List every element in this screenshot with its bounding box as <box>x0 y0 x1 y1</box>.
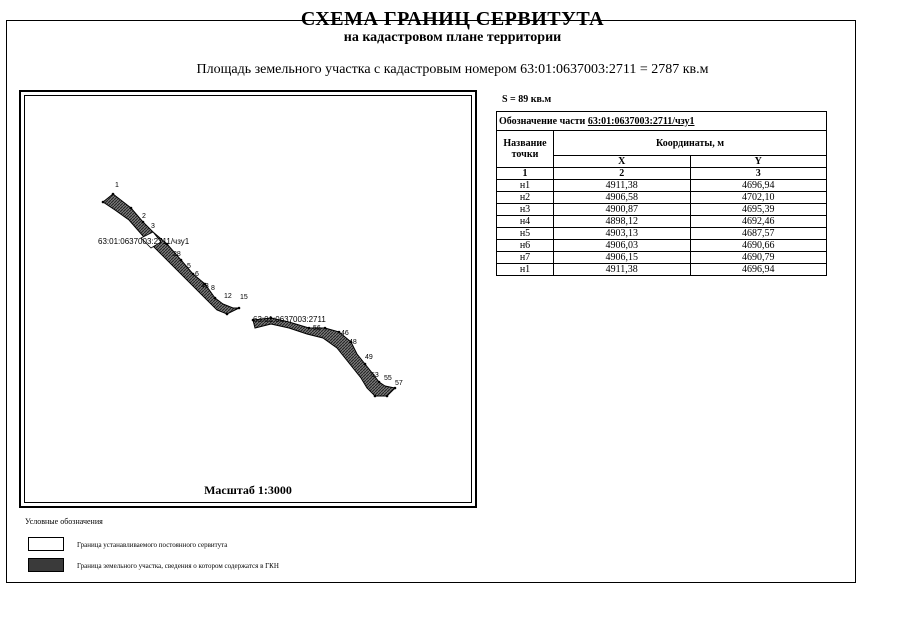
legend-swatch-parcel <box>28 558 64 572</box>
col-coordinates: Координаты, м <box>554 131 827 156</box>
cell-x: 4898,12 <box>554 216 691 228</box>
cadastral-map <box>21 92 475 506</box>
cell-x: 4903,13 <box>554 228 691 240</box>
cell-name: н3 <box>497 204 554 216</box>
cell-name: н1 <box>497 264 554 276</box>
map-panel <box>19 90 477 508</box>
parcel-strip-upper <box>103 194 239 314</box>
point-labels <box>115 182 403 387</box>
col-number: 3 <box>690 168 827 180</box>
table-row <box>497 180 827 192</box>
map-scale: Масштаб 1:3000 <box>204 483 292 497</box>
cell-y: 4696,94 <box>690 180 827 192</box>
part-designation <box>497 112 827 131</box>
page-title: СХЕМА ГРАНИЦ СЕРВИТУТА <box>300 8 605 30</box>
point-label: 12 <box>224 293 232 300</box>
page-subtitle: на кадастровом плане территории <box>343 30 562 45</box>
point-label: 57 <box>395 380 403 387</box>
cell-y: 4690,66 <box>690 240 827 252</box>
point-label: 6 <box>195 271 199 278</box>
cell-y: 4687,57 <box>690 228 827 240</box>
cell-y: 4702,10 <box>690 192 827 204</box>
legend-text-servitude: Граница устанавливаемого постоянного сервитута <box>77 541 228 549</box>
cell-name: н4 <box>497 216 554 228</box>
col-point-name: Название точки <box>497 131 554 168</box>
legend-swatch-servitude <box>28 537 64 551</box>
cell-x: 4906,15 <box>554 252 691 264</box>
col-number: 1 <box>497 168 554 180</box>
col-x: X <box>554 156 691 168</box>
point-label: 53 <box>371 372 379 379</box>
part-label-prefix: Обозначение части <box>499 115 588 127</box>
point-label: 28 <box>173 251 181 258</box>
point-label: 2 <box>142 213 146 220</box>
cell-name: н7 <box>497 252 554 264</box>
point-label: 48 <box>349 339 357 346</box>
servitude-area: S = 89 кв.м <box>502 94 552 105</box>
cell-x: 4906,03 <box>554 240 691 252</box>
table-row <box>497 228 827 240</box>
legend-text-parcel: Граница земельного участка, сведения о котором содержатся в ГКН <box>77 562 279 570</box>
table-row <box>497 252 827 264</box>
parcel-label: 63:01:0637003:2711/чзу1 <box>98 237 190 246</box>
point-label: 56 <box>313 325 321 332</box>
parcel2-label: 63:01:0637003:2711 <box>253 315 326 324</box>
cell-name: н1 <box>497 180 554 192</box>
point-label: 43 <box>201 283 209 290</box>
coordinates-table <box>496 111 827 276</box>
parcel-strip-lower <box>253 318 395 396</box>
cell-name: н2 <box>497 192 554 204</box>
table-row <box>497 204 827 216</box>
cell-x: 4911,38 <box>554 180 691 192</box>
point-label: 49 <box>365 354 373 361</box>
table-row <box>497 264 827 276</box>
table-row <box>497 240 827 252</box>
point-label: 5 <box>187 263 191 270</box>
cell-x: 4900,87 <box>554 204 691 216</box>
cell-x: 4906,58 <box>554 192 691 204</box>
cell-y: 4692,46 <box>690 216 827 228</box>
point-label: 3 <box>151 223 155 230</box>
table-row <box>497 216 827 228</box>
col-y: Y <box>690 156 827 168</box>
point-label: 8 <box>211 285 215 292</box>
cell-y: 4690,79 <box>690 252 827 264</box>
point-label: 1 <box>115 182 119 189</box>
point-label: 15 <box>240 294 248 301</box>
col-number: 2 <box>554 168 691 180</box>
part-id: 63:01:0637003:2711/чзу1 <box>587 115 695 127</box>
cell-y: 4695,39 <box>690 204 827 216</box>
point-label: 46 <box>341 330 349 337</box>
area-line: Площадь земельного участка с кадастровым номером 63:01:0637003:2711 = 2787 кв.м <box>196 62 709 77</box>
cell-name: н6 <box>497 240 554 252</box>
table-row <box>497 192 827 204</box>
legend-title: Условные обозначения <box>25 517 103 526</box>
cell-x: 4911,38 <box>554 264 691 276</box>
cell-y: 4696,94 <box>690 264 827 276</box>
cell-name: н5 <box>497 228 554 240</box>
point-label: 55 <box>384 375 392 382</box>
